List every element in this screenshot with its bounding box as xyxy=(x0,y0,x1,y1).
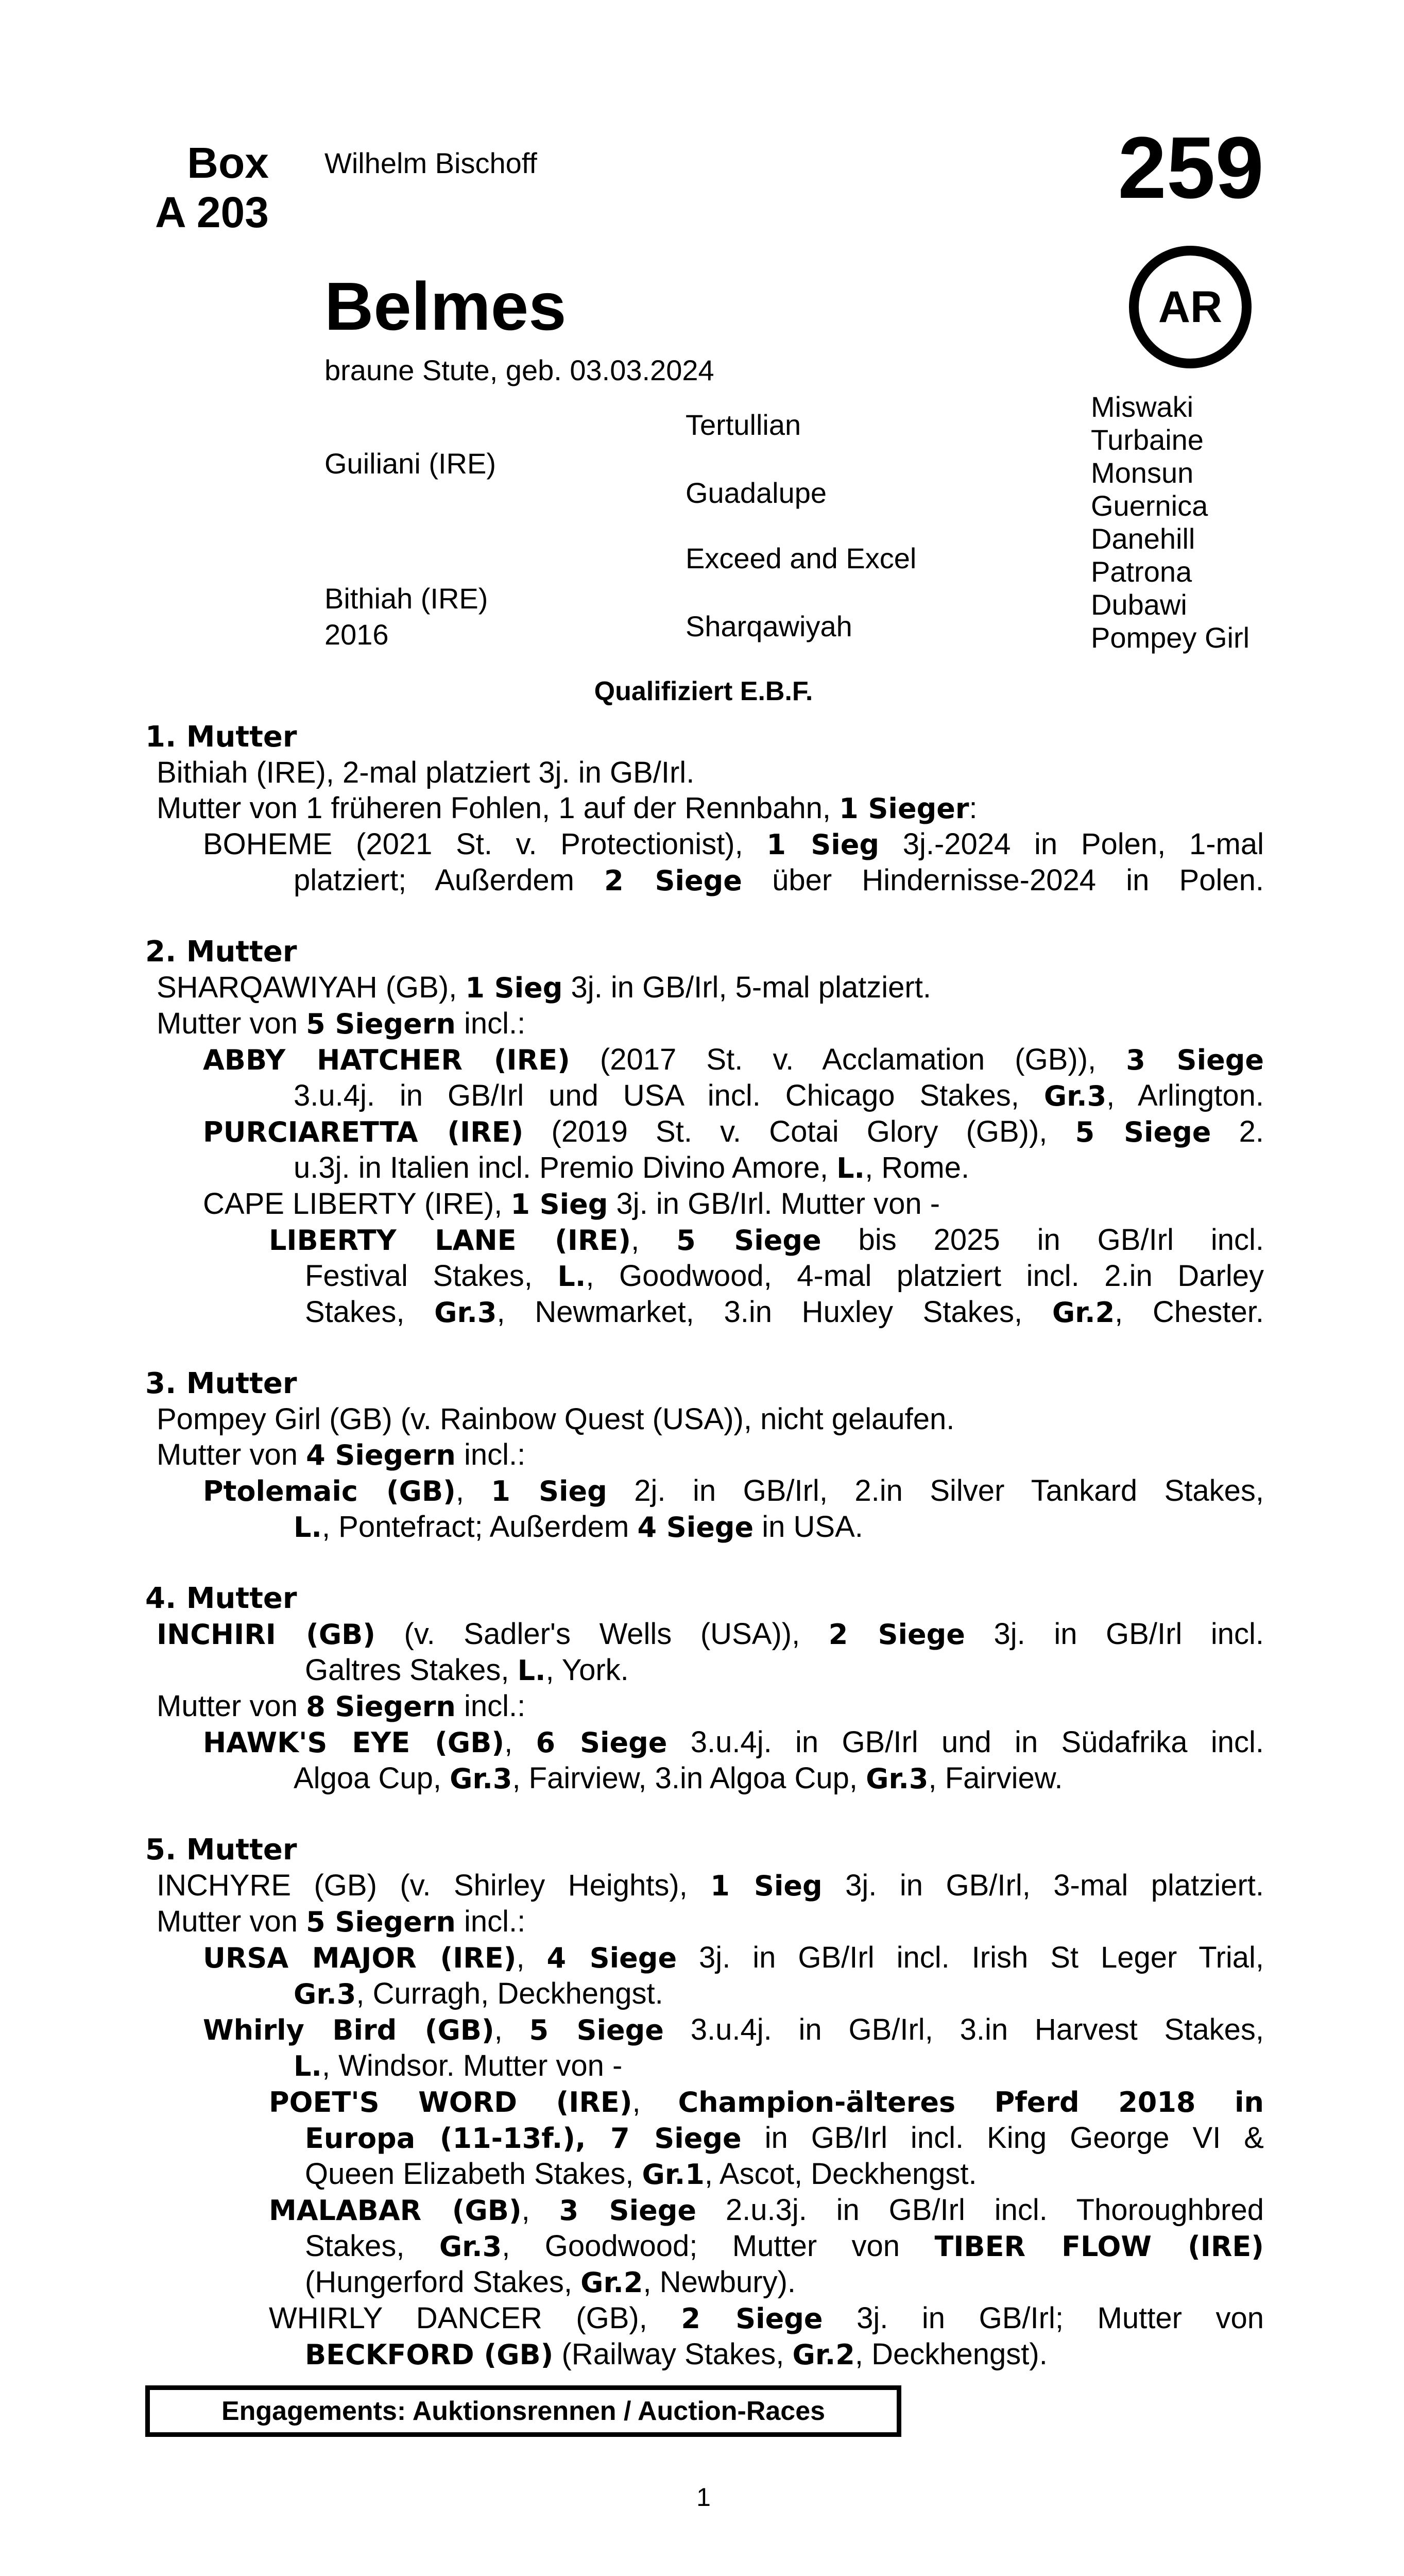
text-line xyxy=(145,1294,1264,1330)
text: platziert; Außerdem xyxy=(294,863,605,897)
text: über Hindernisse-2024 in Polen. xyxy=(742,863,1264,897)
text: (Hungerford Stakes, xyxy=(305,2265,581,2299)
bold-text: 1 Sieg xyxy=(491,1475,607,1507)
text-line xyxy=(145,1222,1264,1258)
text-line xyxy=(145,790,1264,826)
text-line xyxy=(145,1652,1264,1688)
text: , Goodwood, 4-mal platziert incl. 2.in Darley xyxy=(586,1259,1264,1293)
bold-text: 5 Siege xyxy=(529,2014,664,2046)
ggp: Miswaki xyxy=(1091,391,1194,423)
horse-name: Belmes xyxy=(324,268,567,344)
section-title: 5. Mutter xyxy=(145,1833,297,1867)
pedigree-great-grandparents xyxy=(1091,391,1249,654)
text-line xyxy=(145,2228,1264,2264)
ggp: Danehill xyxy=(1091,522,1195,555)
text-line xyxy=(145,1437,1264,1473)
text: , Fairview, 3.in Algoa Cup, xyxy=(512,1761,866,1795)
bold-text: L. xyxy=(557,1260,586,1293)
text: 3j. in GB/Irl incl. xyxy=(965,1617,1264,1651)
pedigree-grandparent: Guadalupe xyxy=(686,477,827,509)
text: Queen Elizabeth Stakes, xyxy=(305,2157,642,2191)
text: 3j. in GB/Irl incl. Irish St Leger Trial, xyxy=(677,1941,1264,1974)
text: Mutter von xyxy=(157,1007,306,1040)
bold-text: 4 Siegern xyxy=(306,1439,456,1471)
text: bis 2025 in GB/Irl incl. xyxy=(821,1223,1264,1257)
text-line xyxy=(145,1760,1264,1797)
pedigree-grandparent: Exceed and Excel xyxy=(686,542,917,574)
text-line xyxy=(145,862,1264,899)
text: incl.: xyxy=(455,1905,526,1938)
ggp: Patrona xyxy=(1091,555,1192,588)
mutter-section xyxy=(145,1832,1264,2372)
text: Pompey Girl (GB) (v. Rainbow Quest (USA)), nicht gelaufen. xyxy=(157,1402,955,1436)
bold-text: 2 Siege xyxy=(681,2302,823,2335)
engagements-box: Engagements: Auktionsrennen / Auction-Races xyxy=(145,2385,901,2437)
ggp: Monsun xyxy=(1091,456,1194,489)
text: Bithiah (IRE), 2-mal platziert 3j. in GB/Irl. xyxy=(157,756,695,789)
bold-text: L. xyxy=(517,1654,546,1687)
text: , Newbury). xyxy=(643,2265,796,2299)
bold-text: Gr.3 xyxy=(439,2230,502,2263)
bold-text: 5 Siegern xyxy=(306,1008,456,1040)
text: (2017 St. v. Acclamation (GB)), xyxy=(570,1043,1126,1076)
bold-text: 8 Siegern xyxy=(306,1690,456,1723)
text-line xyxy=(145,1473,1264,1509)
bold-text: L. xyxy=(836,1152,865,1184)
text: incl.: xyxy=(455,1689,526,1723)
section-title: 2. Mutter xyxy=(145,935,297,969)
text-line xyxy=(145,1078,1264,1114)
text: , xyxy=(455,1474,491,1507)
pedigree-sire: Guiliani (IRE) xyxy=(324,447,496,480)
text: Mutter von xyxy=(157,1689,306,1723)
ggp: Guernica xyxy=(1091,489,1208,522)
text-line xyxy=(145,2264,1264,2300)
bold-text: L. xyxy=(294,2050,322,2082)
mutter-section xyxy=(145,934,1264,1330)
text-line xyxy=(145,1724,1264,1760)
owner-name: Wilhelm Bischoff xyxy=(324,147,537,179)
text-line xyxy=(145,2084,1264,2120)
text: (Railway Stakes, xyxy=(553,2337,793,2371)
box-label xyxy=(155,138,269,237)
text-line xyxy=(145,1401,1264,1437)
bold-text: TIBER FLOW (IRE) xyxy=(934,2230,1264,2263)
text: , Fairview. xyxy=(928,1761,1063,1795)
ggp: Turbaine xyxy=(1091,423,1204,456)
bold-text: 5 Siegern xyxy=(306,1906,456,1938)
section-title: 1. Mutter xyxy=(145,720,297,754)
text: 3.u.4j. in GB/Irl und in Südafrika incl. xyxy=(667,1725,1264,1759)
bold-text: Gr.3 xyxy=(866,1762,929,1795)
mutter-section xyxy=(145,719,1264,899)
text: u.3j. in Italien incl. Premio Divino Amore, xyxy=(294,1151,837,1184)
bold-text: Whirly Bird (GB) xyxy=(203,2014,494,2046)
text: 3j. in GB/Irl. Mutter von - xyxy=(608,1187,940,1221)
bold-text: Gr.3 xyxy=(294,1978,356,2010)
bold-text: Gr.2 xyxy=(1052,1296,1115,1329)
text: Mutter von xyxy=(157,1905,306,1938)
bold-text: Gr.2 xyxy=(580,2266,643,2299)
text-line xyxy=(145,826,1264,862)
bold-text: MALABAR (GB) xyxy=(269,2194,522,2227)
text-line xyxy=(145,2156,1264,2192)
text: , Goodwood; Mutter von xyxy=(502,2229,935,2263)
bold-text: 1 Sieger xyxy=(839,792,969,825)
text: , Pontefract; Außerdem xyxy=(321,1510,638,1544)
text-line xyxy=(145,1114,1264,1150)
bold-text: 4 Siege xyxy=(637,1511,754,1544)
text: , xyxy=(494,2013,529,2046)
text: , Arlington. xyxy=(1106,1079,1264,1112)
ggp: Pompey Girl xyxy=(1091,621,1250,654)
bold-text: Gr.3 xyxy=(1043,1080,1107,1112)
text: 3.u.4j. in GB/Irl und USA incl. Chicago Stakes, xyxy=(294,1079,1044,1112)
text: , Ascot, Deckhengst. xyxy=(704,2157,977,2191)
horse-description: braune Stute, geb. 03.03.2024 xyxy=(324,354,714,386)
text-line xyxy=(145,2336,1264,2372)
text: , Curragh, Deckhengst. xyxy=(356,1977,663,2010)
ggp: Dubawi xyxy=(1091,588,1187,621)
section-title: 4. Mutter xyxy=(145,1582,297,1615)
box-number: A 203 xyxy=(155,188,269,236)
page-number: 1 xyxy=(696,2483,711,2512)
text: BOHEME (2021 St. v. Protectionist), xyxy=(203,827,767,861)
text: 3j. in GB/Irl, 5-mal platziert. xyxy=(562,971,931,1004)
bold-text: 2 Siege xyxy=(828,1618,965,1651)
bold-text: L. xyxy=(294,1511,322,1544)
text-line xyxy=(145,1042,1264,1078)
text-line xyxy=(145,1868,1264,1904)
text: , Deckhengst). xyxy=(854,2337,1048,2371)
lot-number: 259 xyxy=(1118,119,1264,217)
text: incl.: xyxy=(455,1438,526,1471)
text: (2019 St. v. Cotai Glory (GB)), xyxy=(523,1115,1075,1148)
text: Algoa Cup, xyxy=(294,1761,450,1795)
text: (v. Sadler's Wells (USA)), xyxy=(375,1617,829,1651)
text: 2.u.3j. in GB/Irl incl. Thoroughbred xyxy=(696,2193,1264,2227)
bold-text: ABBY HATCHER (IRE) xyxy=(203,1044,570,1076)
text: SHARQAWIYAH (GB), xyxy=(157,971,466,1004)
text-line xyxy=(145,1616,1264,1652)
text: : xyxy=(969,791,978,825)
ar-badge-icon xyxy=(1129,246,1252,368)
text: , Windsor. Mutter von - xyxy=(321,2049,623,2082)
pedigree-dam-year: 2016 xyxy=(324,618,389,651)
qualification: Qualifiziert E.B.F. xyxy=(594,676,813,706)
bold-text: Europa (11-13f.), 7 Siege xyxy=(305,2122,742,2155)
pedigree-dam: Bithiah (IRE) xyxy=(324,582,488,615)
text: Galtres Stakes, xyxy=(305,1653,518,1687)
bold-text: Gr.2 xyxy=(792,2338,855,2371)
bold-text: Gr.3 xyxy=(434,1296,497,1329)
text-line xyxy=(145,1150,1264,1186)
bold-text: 6 Siege xyxy=(536,1726,667,1759)
text: Festival Stakes, xyxy=(305,1259,558,1293)
text: , xyxy=(516,1941,547,1974)
text: , xyxy=(504,1725,536,1759)
text: CAPE LIBERTY (IRE), xyxy=(203,1187,511,1221)
text-line xyxy=(145,2012,1264,2048)
text: , xyxy=(521,2193,559,2227)
badge-text: AR xyxy=(1158,282,1223,332)
text-line xyxy=(145,1258,1264,1294)
bold-text: PURCIARETTA (IRE) xyxy=(203,1116,524,1148)
bold-text: 2 Siege xyxy=(604,865,742,897)
bold-text: 1 Sieg xyxy=(710,1870,823,1902)
text: 2. xyxy=(1211,1115,1264,1148)
text: , xyxy=(632,2085,678,2119)
text-line xyxy=(145,755,1264,790)
text-line xyxy=(145,2192,1264,2228)
bold-text: 1 Sieg xyxy=(510,1188,608,1221)
text: Mutter von 1 früheren Fohlen, 1 auf der Rennbahn, xyxy=(157,791,840,825)
text: 3.u.4j. in GB/Irl, 3.in Harvest Stakes, xyxy=(663,2013,1264,2046)
text: , Chester. xyxy=(1115,1295,1264,1329)
text: WHIRLY DANCER (GB), xyxy=(269,2301,681,2335)
text-line xyxy=(145,2048,1264,2084)
text-line xyxy=(145,1940,1264,1976)
text: Stakes, xyxy=(305,2229,439,2263)
bold-text: 1 Sieg xyxy=(465,972,563,1004)
text-line xyxy=(145,1688,1264,1724)
bold-text: 1 Sieg xyxy=(766,828,880,861)
section-title: 3. Mutter xyxy=(145,1367,297,1400)
bold-text: 3 Siege xyxy=(1126,1044,1264,1076)
text-line xyxy=(145,2300,1264,2336)
text: Stakes, xyxy=(305,1295,435,1329)
bold-text: Champion-älteres Pferd 2018 in xyxy=(678,2086,1264,2119)
bold-text: LIBERTY LANE (IRE) xyxy=(269,1224,631,1257)
text: in GB/Irl incl. King George VI & xyxy=(741,2121,1264,2155)
text: 2j. in GB/Irl, 2.in Silver Tankard Stakes, xyxy=(607,1474,1264,1507)
text: , Newmarket, 3.in Huxley Stakes, xyxy=(496,1295,1052,1329)
mutter-section xyxy=(145,1366,1264,1545)
bold-text: 4 Siege xyxy=(546,1942,677,1974)
bold-text: 3 Siege xyxy=(559,2194,696,2227)
bold-text: INCHIRI (GB) xyxy=(157,1618,375,1651)
text-line xyxy=(145,1904,1264,1940)
text: incl.: xyxy=(455,1007,526,1040)
text-line xyxy=(145,1509,1264,1545)
bold-text: POET'S WORD (IRE) xyxy=(269,2086,632,2119)
bold-text: BECKFORD (GB) xyxy=(305,2338,554,2371)
text-line xyxy=(145,1006,1264,1042)
box-title: Box xyxy=(187,139,269,187)
text-line xyxy=(145,1976,1264,2012)
bold-text: 5 Siege xyxy=(676,1224,821,1257)
text: Mutter von xyxy=(157,1438,306,1471)
bold-text: Ptolemaic (GB) xyxy=(203,1475,456,1507)
pedigree-grandparent: Tertullian xyxy=(686,409,801,441)
text: 3j.-2024 in Polen, 1-mal xyxy=(879,827,1264,861)
bold-text: HAWK'S EYE (GB) xyxy=(203,1726,505,1759)
text-line xyxy=(145,1186,1264,1222)
dam-line-sections xyxy=(145,719,1264,2408)
text: , Rome. xyxy=(865,1151,970,1184)
text-line xyxy=(145,2120,1264,2156)
text: , York. xyxy=(545,1653,629,1687)
bold-text: Gr.1 xyxy=(642,2158,705,2191)
bold-text: Gr.3 xyxy=(450,1762,512,1795)
bold-text: 5 Siege xyxy=(1075,1116,1211,1148)
text: 3j. in GB/Irl; Mutter von xyxy=(823,2301,1264,2335)
text: in USA. xyxy=(754,1510,863,1544)
mutter-section xyxy=(145,1581,1264,1797)
text: , xyxy=(631,1223,677,1257)
text: INCHYRE (GB) (v. Shirley Heights), xyxy=(157,1869,711,1902)
text-line xyxy=(145,970,1264,1006)
bold-text: URSA MAJOR (IRE) xyxy=(203,1942,517,1974)
text: 3j. in GB/Irl, 3-mal platziert. xyxy=(822,1869,1264,1902)
pedigree-grandparent: Sharqawiyah xyxy=(686,610,852,642)
